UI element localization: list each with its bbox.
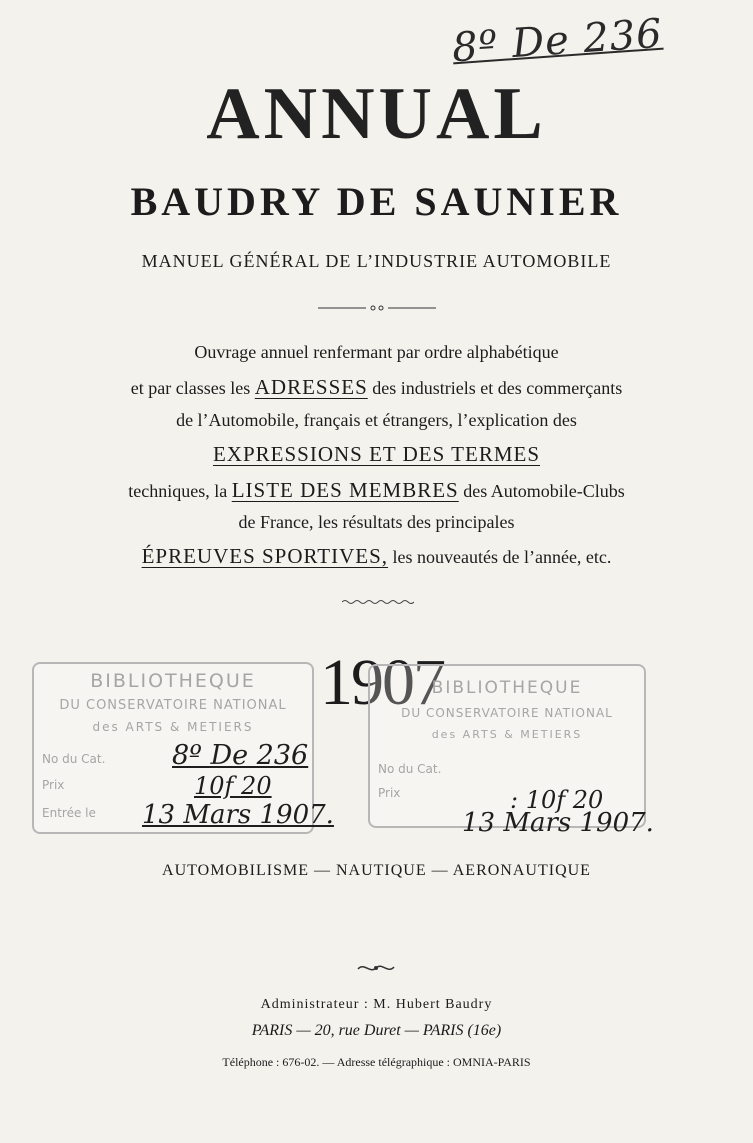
handwritten-entry-date: 13 Mars 1907. bbox=[462, 808, 654, 838]
stamp-institution: DU CONSERVATOIRE NATIONAL bbox=[59, 698, 287, 713]
handwritten-catalog-number: 8º De 236 bbox=[172, 740, 309, 771]
keyword-members: LISTE DES MEMBRES bbox=[231, 478, 459, 502]
description-line-3 bbox=[0, 410, 753, 431]
subtitle: MANUEL GÉNÉRAL DE L’INDUSTRIE AUTOMOBILE bbox=[141, 251, 612, 271]
description-line-5 bbox=[0, 478, 753, 503]
description-text: techniques, la bbox=[128, 481, 228, 501]
stamp-label-catalog: No du Cat. bbox=[42, 752, 106, 766]
keyword-expressions: EXPRESSIONS ET DES TERMES bbox=[212, 442, 541, 466]
stamp-institution-sub: des ARTS & METIERS bbox=[431, 728, 583, 741]
stamp-label-price: Prix bbox=[378, 786, 401, 800]
telephone-line: Téléphone : 676-02. — Adresse télégraphique : OMNIA-PARIS bbox=[222, 1055, 531, 1069]
administrator-line: Administrateur : M. Hubert Baudry bbox=[260, 997, 493, 1012]
handwritten-price: 10f 20 bbox=[194, 772, 272, 800]
description-line-7 bbox=[0, 544, 753, 569]
topics-line: AUTOMOBILISME — NAUTIQUE — AERONAUTIQUE bbox=[162, 862, 591, 879]
handwritten-entry-date: 13 Mars 1907. bbox=[142, 800, 334, 830]
description-text: de l’Automobile, français et étrangers, l’explication des bbox=[176, 410, 577, 430]
stamp-label-price: Prix bbox=[42, 778, 65, 792]
wavy-rule-icon bbox=[342, 598, 414, 606]
title: ANNUAL bbox=[206, 73, 547, 155]
description-text: de France, les résultats des principales bbox=[238, 512, 515, 532]
stamp-institution: DU CONSERVATOIRE NATIONAL bbox=[401, 706, 613, 720]
fleuron-ornament-icon bbox=[356, 960, 396, 976]
description-line-2 bbox=[0, 375, 753, 400]
description-text: Ouvrage annuel renfermant par ordre alphabétique bbox=[194, 342, 559, 362]
description-text: des Automobile-Clubs bbox=[463, 481, 625, 501]
description-line-6 bbox=[0, 512, 753, 533]
description-text: des industriels et des commerçants bbox=[372, 378, 623, 398]
address-line: PARIS — 20, rue Duret — PARIS (16e) bbox=[251, 1022, 502, 1039]
keyword-events: ÉPREUVES SPORTIVES, bbox=[141, 544, 389, 568]
edition-year: 1907 bbox=[320, 646, 444, 719]
shelfmark-handwritten: 8º De 236 bbox=[450, 10, 665, 72]
description-text: les nouveautés de l’année, etc. bbox=[392, 547, 612, 567]
handwritten-price: : 10f 20 bbox=[510, 786, 604, 814]
stamp-heading: BIBLIOTHEQUE bbox=[431, 678, 583, 698]
description-line-4 bbox=[0, 442, 753, 467]
description-line-1 bbox=[0, 342, 753, 363]
stamp-heading: BIBLIOTHEQUE bbox=[90, 670, 256, 692]
library-stamp-right bbox=[368, 664, 654, 838]
stamp-label-entry: Entrée le bbox=[42, 806, 96, 820]
author: BAUDRY DE SAUNIER bbox=[130, 179, 623, 224]
ornamental-rule-icon bbox=[318, 303, 436, 313]
keyword-addresses: ADRESSES bbox=[254, 375, 368, 399]
stamp-institution-sub: des ARTS & METIERS bbox=[92, 720, 254, 734]
description-text: et par classes les bbox=[130, 378, 251, 398]
library-stamp-left bbox=[32, 662, 334, 834]
stamp-label-catalog: No du Cat. bbox=[378, 762, 442, 776]
